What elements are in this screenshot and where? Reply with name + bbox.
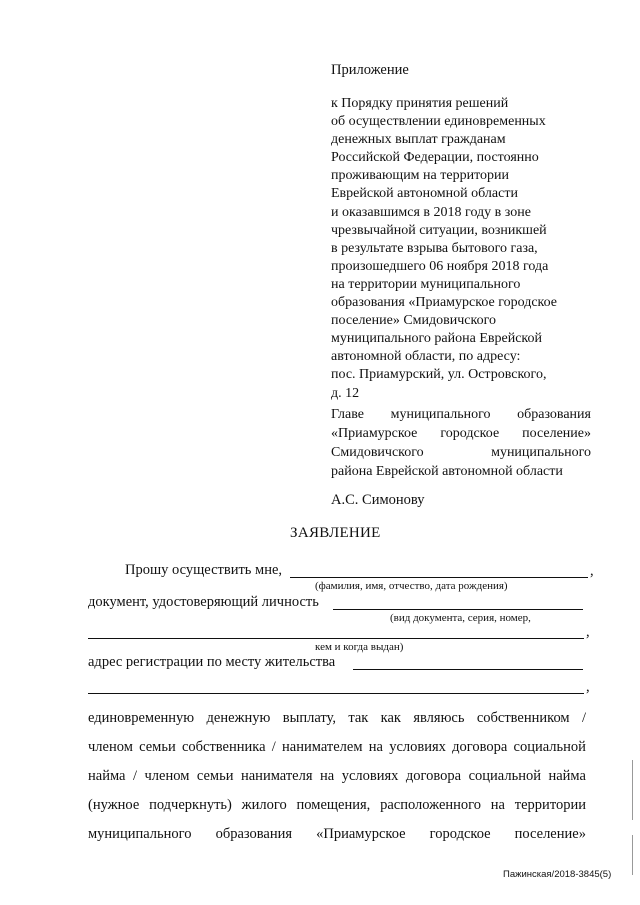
word: «Приамурское [331, 426, 418, 441]
address-label: адрес регистрации по месту жительства [88, 654, 336, 670]
appendix-line: к Порядку принятия решений [331, 96, 509, 111]
word: на [490, 797, 505, 813]
paragraph-line-2 [88, 739, 586, 756]
comma: , [586, 624, 590, 640]
paragraph-line-5 [88, 826, 586, 843]
paragraph-line-3 [88, 768, 586, 785]
comma: , [590, 563, 594, 579]
word: / [132, 768, 137, 784]
appendix-line: Российской Федерации, постоянно [331, 150, 539, 166]
word: найма [548, 768, 586, 784]
word: так [348, 710, 369, 726]
appendix-line: муниципального района Еврейской [331, 331, 542, 347]
word: территории [514, 797, 586, 813]
addressee-block [331, 405, 591, 481]
word: жилого [241, 797, 287, 813]
word: муниципального [491, 445, 591, 460]
appendix-line: произошедшего 06 ноября 2018 года [331, 258, 549, 274]
word: семьи [139, 739, 176, 755]
address-field-line[interactable] [353, 669, 583, 670]
appendix-title: Приложение [331, 62, 409, 78]
word: являюсь [413, 710, 465, 726]
word: муниципального [390, 407, 491, 422]
word: социальной [468, 768, 541, 784]
word: образования [215, 826, 293, 842]
appendix-line: автономной области, по адресу: [331, 349, 521, 365]
word: поселение» [514, 826, 586, 842]
request-label: Прошу осуществить мне, [125, 562, 283, 578]
word: (нужное [88, 797, 140, 813]
id-document-field-line[interactable] [333, 609, 583, 610]
id-document-field-line-2[interactable] [88, 638, 584, 639]
word: / [271, 739, 276, 755]
addressee-line-3 [331, 443, 591, 462]
word: «Приамурское [316, 826, 406, 842]
word: на [320, 768, 335, 784]
addressee-name: А.С. Симонову [331, 492, 425, 508]
appendix-line: пос. Приамурский, ул. Островского, [331, 367, 547, 383]
word: единовременную [88, 710, 195, 726]
appendix-line: чрезвычайной ситуации, возникшей [331, 222, 547, 238]
word: городское [429, 826, 491, 842]
appendix-line: на территории муниципального [331, 276, 521, 292]
appendix-line: поселение» Смидовичского [331, 313, 496, 329]
appendix-line: д. 12 [331, 385, 360, 401]
word: расположенного [380, 797, 482, 813]
appendix-line: об осуществлении единовременных [331, 114, 546, 130]
page-title: ЗАЯВЛЕНИЕ [290, 525, 381, 541]
scan-edge-mark [632, 835, 633, 875]
addressee-line-4: района Еврейской автономной области [331, 464, 563, 479]
word: помещения, [296, 797, 371, 813]
word: на [368, 739, 383, 755]
word: выплату, [282, 710, 336, 726]
addressee-line-2 [331, 424, 591, 443]
word: денежную [206, 710, 271, 726]
fullname-hint: (фамилия, имя, отчество, дата рождения) [315, 580, 508, 592]
word: собственником [476, 710, 570, 726]
word: муниципального [88, 826, 192, 842]
word: / [581, 710, 586, 726]
word: Главе [331, 407, 364, 422]
word: семьи [196, 768, 234, 784]
word: членом [88, 739, 133, 755]
word: подчеркнуть) [149, 797, 232, 813]
scan-edge-mark [632, 760, 633, 820]
word: нанимателем [282, 739, 363, 755]
id-document-label: документ, удостоверяющий личность [88, 594, 319, 610]
word: городское [440, 426, 500, 441]
word: поселение» [522, 426, 591, 441]
id-document-hint-2: кем и когда выдан) [315, 641, 404, 653]
address-field-line-2[interactable] [88, 693, 584, 694]
id-document-hint: (вид документа, серия, номер, [390, 612, 531, 624]
word: договора [452, 739, 508, 755]
fullname-field-line[interactable] [290, 577, 588, 578]
word: условиях [341, 768, 399, 784]
appendix-text [331, 95, 591, 403]
appendix-line: образования «Приамурское городское [331, 295, 558, 311]
comma: , [586, 679, 590, 695]
word: нанимателя [240, 768, 313, 784]
word: образования [517, 407, 591, 422]
appendix-line: и оказавшимся в 2018 году в зоне [331, 204, 531, 220]
word: социальной [513, 739, 586, 755]
addressee-line-1 [331, 405, 591, 424]
word: как [380, 710, 401, 726]
appendix-line: денежных выплат гражданам [331, 132, 506, 148]
appendix-line: Еврейской автономной области [331, 186, 518, 202]
word: собственника [181, 739, 266, 755]
word: найма [88, 768, 126, 784]
paragraph-line-1 [88, 710, 586, 727]
word: условиях [389, 739, 446, 755]
paragraph-line-4 [88, 797, 586, 814]
appendix-line: проживающим на территории [331, 168, 509, 184]
word: договора [405, 768, 462, 784]
appendix-line: в результате взрыва бытового газа, [331, 240, 538, 256]
word: членом [144, 768, 190, 784]
document-code: Пажинская/2018-3845(5) [503, 869, 612, 880]
word: Смидовичского [331, 445, 424, 460]
